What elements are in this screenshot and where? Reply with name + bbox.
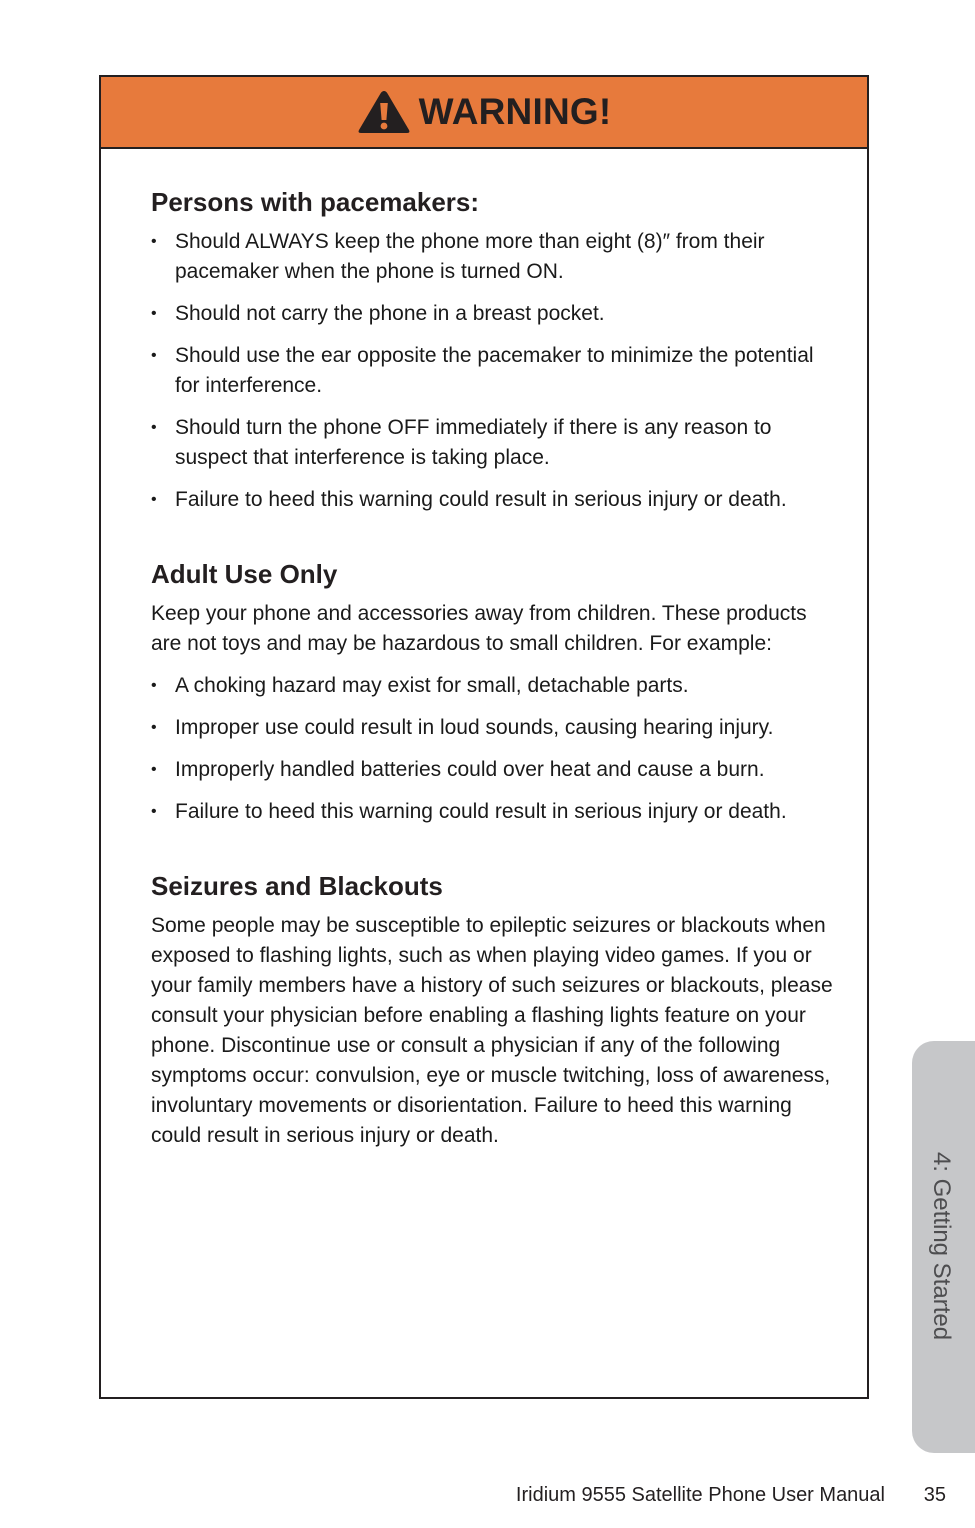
warning-box	[99, 75, 869, 1399]
seizures-body: Some people may be susceptible to epileptic seizures or blackouts when exposed to flashing lights, such as when playing video games. If you or your family members have a history of such seizures or blackouts, please consult your physician before enabling a flashing lights feature on your phone. Discontinue use or consult a physician if any of the following symptoms occur: convulsion, eye or muscle twitching, loss of awareness, involuntary movements or disorientation. Failure to heed this warning could result in serious injury or death.	[151, 914, 833, 1147]
list-item: • Improperly handled batteries could over heat and cause a burn.	[151, 755, 841, 785]
warning-content	[151, 187, 841, 1163]
section-pacemakers	[151, 187, 841, 515]
section-adult-use	[151, 559, 841, 827]
section-seizures	[151, 871, 841, 1151]
warning-triangle-icon	[357, 89, 411, 135]
list-item: • Improper use could result in loud sounds, causing hearing injury.	[151, 713, 841, 743]
list-item: • Should not carry the phone in a breast pocket.	[151, 299, 841, 329]
list-item: • Should use the ear opposite the pacemaker to minimize the potential for interference.	[151, 341, 841, 401]
warning-header	[101, 77, 867, 149]
section-heading-pacemakers: Persons with pacemakers:	[151, 187, 480, 217]
chapter-tab-label: 4: Getting Started	[928, 1151, 955, 1341]
footer-page-number: 35	[923, 1484, 946, 1506]
footer-manual-title: Iridium 9555 Satellite Phone User Manual	[515, 1484, 885, 1506]
list-item: • Failure to heed this warning could result in serious injury or death.	[151, 485, 841, 515]
adult-use-bullet-list	[151, 671, 841, 827]
list-item: • A choking hazard may exist for small, detachable parts.	[151, 671, 841, 701]
pacemaker-bullet-list	[151, 227, 841, 515]
list-item: • Should turn the phone OFF immediately if there is any reason to suspect that interference is taking place.	[151, 413, 841, 473]
warning-title: WARNING!	[418, 91, 612, 132]
adult-use-intro: Keep your phone and accessories away from children. These products are not toys and may be hazardous to small children. For example:	[151, 602, 807, 655]
list-item: • Should ALWAYS keep the phone more than eight (8)″ from their pacemaker when the phone is turned ON.	[151, 227, 841, 287]
list-item: • Failure to heed this warning could result in serious injury or death.	[151, 797, 841, 827]
section-heading-seizures: Seizures and Blackouts	[151, 871, 443, 901]
section-heading-adult-use: Adult Use Only	[151, 559, 338, 589]
